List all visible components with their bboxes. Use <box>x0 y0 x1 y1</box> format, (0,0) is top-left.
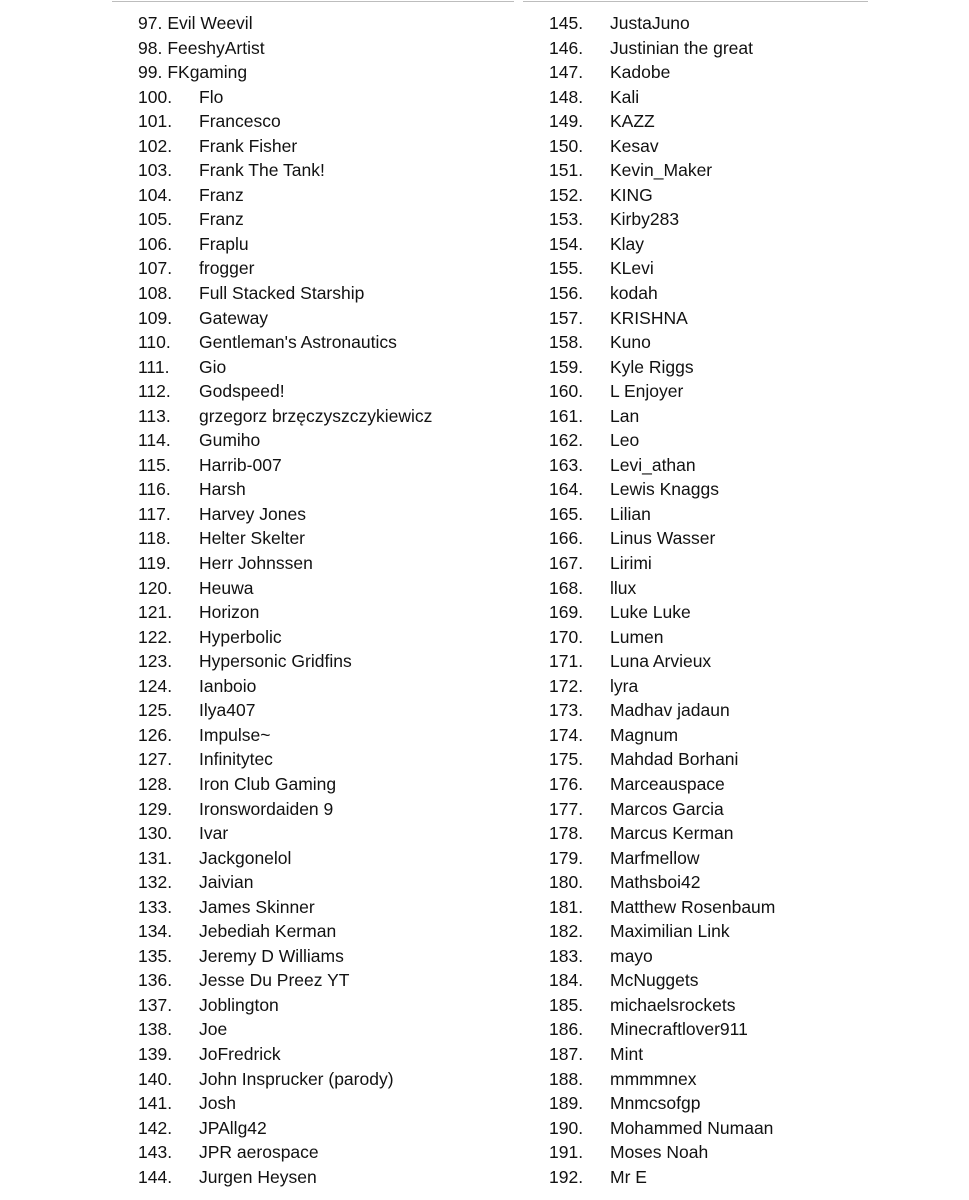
list-item-name: Mnmcsofgp <box>610 1093 701 1114</box>
list-item <box>549 453 869 478</box>
list-item-name: Mint <box>610 1043 644 1064</box>
list-item-number: 178. <box>549 823 584 844</box>
list-item <box>138 502 518 527</box>
list-item-name: Jebediah Kerman <box>199 921 337 942</box>
list-item-number: 120. <box>138 577 173 598</box>
list-item-number: 100. <box>138 86 173 107</box>
list-item <box>138 895 518 920</box>
list-item-number: 181. <box>549 896 584 917</box>
list-item-name: Helter Skelter <box>199 528 306 549</box>
list-item-name: Magnum <box>610 724 679 745</box>
list-item <box>549 85 869 110</box>
list-item-name: michaelsrockets <box>610 994 736 1015</box>
list-item <box>549 232 869 257</box>
list-item-name: Klay <box>610 233 645 254</box>
list-item-number: 183. <box>549 945 584 966</box>
list-item-number: 144. <box>138 1166 173 1187</box>
list-item <box>138 330 518 355</box>
list-item-number: 162. <box>549 430 584 451</box>
list-item <box>138 355 518 380</box>
list-item <box>138 306 518 331</box>
list-item <box>549 379 869 404</box>
list-item <box>549 846 869 871</box>
list-item-name: Marcos Garcia <box>610 798 724 819</box>
list-item-number: 128. <box>138 773 173 794</box>
list-item <box>549 1140 869 1165</box>
list-item-number: 104. <box>138 184 173 205</box>
list-item-number: 121. <box>138 602 173 623</box>
list-item-name: mmmmnex <box>610 1068 697 1089</box>
list-item-name: Gumiho <box>199 430 261 451</box>
list-item-name: Kirby283 <box>610 209 680 230</box>
list-item <box>549 306 869 331</box>
list-item-number: 179. <box>549 847 584 868</box>
list-item-name: Heuwa <box>199 577 254 598</box>
list-item-name: Mohammed Numaan <box>610 1117 774 1138</box>
list-item <box>138 944 518 969</box>
list-item <box>138 477 518 502</box>
list-item <box>549 502 869 527</box>
list-item-name: kodah <box>610 283 658 304</box>
list-item-number: 172. <box>549 675 584 696</box>
list-item-name: Gateway <box>199 307 269 328</box>
list-item-name: Marfmellow <box>610 847 700 868</box>
list-item <box>138 85 518 110</box>
list-item-name: Kesav <box>610 135 659 156</box>
list-item-number: 148. <box>549 86 584 107</box>
list-item-name: Full Stacked Starship <box>199 283 365 304</box>
list-item-name: FKgaming <box>167 62 248 83</box>
list-item-name: Ivar <box>199 823 229 844</box>
list-item <box>138 183 518 208</box>
list-item-name: JPAllg42 <box>199 1117 267 1138</box>
list-item-number: 118. <box>138 528 171 549</box>
list-item-number: 142. <box>138 1117 173 1138</box>
list-item-name: Mr E <box>610 1166 647 1187</box>
list-item-number: 133. <box>138 896 173 917</box>
list-item <box>549 698 869 723</box>
list-item <box>138 698 518 723</box>
name-list-left-column <box>138 11 518 1189</box>
list-item-name: Frank Fisher <box>199 135 298 156</box>
list-item <box>549 723 869 748</box>
list-item <box>549 1165 869 1190</box>
list-item-number: 146. <box>549 37 584 58</box>
list-item-name: Ironswordaiden 9 <box>199 798 334 819</box>
list-item-name: Linus Wasser <box>610 528 716 549</box>
list-item-number: 113. <box>138 405 171 426</box>
list-item <box>549 674 869 699</box>
list-item-name: Leo <box>610 430 640 451</box>
list-item-number: 169. <box>549 602 584 623</box>
list-item-number: 182. <box>549 921 584 942</box>
list-item-name: Godspeed! <box>199 381 285 402</box>
list-item <box>549 649 869 674</box>
list-item <box>549 330 869 355</box>
list-item-number: 134. <box>138 921 173 942</box>
list-item-number: 150. <box>549 135 584 156</box>
list-item <box>138 576 518 601</box>
list-item-name: Fraplu <box>199 233 249 254</box>
list-item-number: 135. <box>138 945 173 966</box>
list-item-number: 157. <box>549 307 584 328</box>
list-item-name: JPR aerospace <box>199 1142 319 1163</box>
list-item <box>138 919 518 944</box>
list-item-name: Harsh <box>199 479 246 500</box>
list-item <box>549 134 869 159</box>
list-item <box>549 428 869 453</box>
list-item <box>138 109 518 134</box>
list-item-name: KRISHNA <box>610 307 688 328</box>
list-item-name: llux <box>610 577 637 598</box>
list-item-name: Kevin_Maker <box>610 160 713 181</box>
list-item-number: 173. <box>549 700 584 721</box>
list-item-number: 170. <box>549 626 584 647</box>
list-item-name: Hyperbolic <box>199 626 282 647</box>
list-item-name: JoFredrick <box>199 1043 281 1064</box>
list-item <box>138 453 518 478</box>
list-item-number: 107. <box>138 258 173 279</box>
list-item-name: Harvey Jones <box>199 503 306 524</box>
list-item-name: Madhav jadaun <box>610 700 730 721</box>
list-item <box>549 1042 869 1067</box>
list-item <box>138 1017 518 1042</box>
list-item <box>138 207 518 232</box>
list-item-name: KLevi <box>610 258 654 279</box>
top-rule-right <box>523 1 868 2</box>
list-item-number: 130. <box>138 823 173 844</box>
list-item-number: 97. <box>138 13 163 33</box>
list-item <box>549 1017 869 1042</box>
list-item-name: Joblington <box>199 994 279 1015</box>
list-item-number: 164. <box>549 479 584 500</box>
list-item <box>138 1091 518 1116</box>
list-item-name: Lewis Knaggs <box>610 479 719 500</box>
list-item-number: 137. <box>138 994 173 1015</box>
list-item-number: 185. <box>549 994 584 1015</box>
list-item-name: Ilya407 <box>199 700 256 721</box>
list-item-number: 187. <box>549 1043 584 1064</box>
list-item <box>138 797 518 822</box>
list-item-name: Moses Noah <box>610 1142 709 1163</box>
list-item-number: 126. <box>138 724 173 745</box>
list-item <box>138 993 518 1018</box>
list-item <box>549 36 869 61</box>
list-item-name: Levi_athan <box>610 454 696 475</box>
list-item-number: 124. <box>138 675 173 696</box>
list-item <box>549 747 869 772</box>
list-item-name: Marceauspace <box>610 773 725 794</box>
list-item <box>549 1091 869 1116</box>
list-item <box>549 183 869 208</box>
list-item <box>138 404 518 429</box>
list-item-name: Gio <box>199 356 227 377</box>
list-item-name: mayo <box>610 945 653 966</box>
list-item <box>549 625 869 650</box>
list-item-name: Luke Luke <box>610 602 691 623</box>
list-item <box>549 256 869 281</box>
list-item <box>138 674 518 699</box>
list-item-number: 116. <box>138 479 171 500</box>
list-item-number: 123. <box>138 651 173 672</box>
list-item-name: Lan <box>610 405 640 426</box>
list-item-number: 98. <box>138 37 163 58</box>
list-item <box>138 232 518 257</box>
list-item <box>549 404 869 429</box>
list-item <box>549 477 869 502</box>
list-item <box>549 919 869 944</box>
list-item <box>549 870 869 895</box>
list-item <box>138 11 518 36</box>
list-item-name: Hypersonic Gridfins <box>199 651 352 672</box>
list-item <box>138 1140 518 1165</box>
list-item-number: 160. <box>549 381 584 402</box>
list-item-number: 158. <box>549 332 584 353</box>
list-item <box>549 1067 869 1092</box>
list-item-number: 140. <box>138 1068 173 1089</box>
list-item-number: 159. <box>549 356 584 377</box>
list-item-name: grzegorz brzęczyszczykiewicz <box>199 405 433 426</box>
list-item <box>138 36 518 61</box>
list-item <box>138 723 518 748</box>
list-item-name: KING <box>610 184 653 205</box>
list-item-number: 161. <box>549 405 584 426</box>
list-item <box>549 968 869 993</box>
list-item-name: Jaivian <box>199 872 254 893</box>
list-item <box>549 207 869 232</box>
list-item-number: 145. <box>549 13 584 33</box>
list-item-name: Iron Club Gaming <box>199 773 337 794</box>
list-item-name: Lumen <box>610 626 664 647</box>
list-item-number: 155. <box>549 258 584 279</box>
list-item-number: 177. <box>549 798 584 819</box>
list-item-name: Maximilian Link <box>610 921 730 942</box>
list-item <box>549 551 869 576</box>
list-item <box>138 551 518 576</box>
list-item-name: Kyle Riggs <box>610 356 694 377</box>
list-item <box>138 134 518 159</box>
list-item-number: 139. <box>138 1043 173 1064</box>
list-item <box>138 1067 518 1092</box>
list-item-number: 174. <box>549 724 584 745</box>
list-item-name: Matthew Rosenbaum <box>610 896 776 917</box>
list-item <box>549 895 869 920</box>
list-item-number: 111. <box>138 356 170 377</box>
list-item-name: Jackgonelol <box>199 847 292 868</box>
list-item <box>138 379 518 404</box>
list-item-number: 117. <box>138 503 171 524</box>
list-item-number: 105. <box>138 209 173 230</box>
list-item <box>549 576 869 601</box>
list-item <box>138 60 518 85</box>
list-item-name: Marcus Kerman <box>610 823 734 844</box>
list-item-number: 156. <box>549 283 584 304</box>
list-item-name: FeeshyArtist <box>167 37 265 58</box>
list-item-number: 106. <box>138 233 173 254</box>
list-item <box>138 1116 518 1141</box>
list-item <box>138 968 518 993</box>
list-item-number: 184. <box>549 970 584 991</box>
list-item-number: 103. <box>138 160 173 181</box>
list-item <box>549 600 869 625</box>
list-item-number: 119. <box>138 553 171 574</box>
list-item <box>138 846 518 871</box>
list-item-number: 188. <box>549 1068 584 1089</box>
list-item-name: Luna Arvieux <box>610 651 712 672</box>
list-item-name: Impulse~ <box>199 724 271 745</box>
list-item-name: Mathsboi42 <box>610 872 701 893</box>
list-item <box>138 649 518 674</box>
list-item <box>549 944 869 969</box>
list-item <box>138 600 518 625</box>
list-item-name: Jurgen Heysen <box>199 1166 317 1187</box>
list-item <box>138 821 518 846</box>
list-item <box>138 1165 518 1190</box>
list-item-number: 136. <box>138 970 173 991</box>
list-item-number: 180. <box>549 872 584 893</box>
list-item <box>549 1116 869 1141</box>
list-item <box>549 772 869 797</box>
list-item-name: JustaJuno <box>610 13 690 33</box>
list-item-name: frogger <box>199 258 255 279</box>
list-item-name: Jeremy D Williams <box>199 945 344 966</box>
list-item-number: 122. <box>138 626 173 647</box>
list-item <box>138 772 518 797</box>
list-item-number: 192. <box>549 1166 584 1187</box>
list-item-number: 190. <box>549 1117 584 1138</box>
list-item <box>549 993 869 1018</box>
list-item <box>549 526 869 551</box>
list-item-number: 99. <box>138 62 163 83</box>
list-item-number: 167. <box>549 553 584 574</box>
list-item-name: Justinian the great <box>610 37 754 58</box>
list-item-number: 132. <box>138 872 173 893</box>
list-item-number: 153. <box>549 209 584 230</box>
list-item-name: Horizon <box>199 602 260 623</box>
list-item <box>138 526 518 551</box>
list-item-name: Harrib-007 <box>199 454 282 475</box>
list-item <box>138 747 518 772</box>
list-item-name: Mahdad Borhani <box>610 749 739 770</box>
list-item-number: 175. <box>549 749 584 770</box>
list-item-name: Joe <box>199 1019 228 1040</box>
list-item-name: Flo <box>199 86 224 107</box>
top-rule-left <box>112 1 514 2</box>
list-item-number: 168. <box>549 577 584 598</box>
list-item <box>138 625 518 650</box>
list-item-name: Frank The Tank! <box>199 160 325 181</box>
name-list-right-column <box>549 11 869 1189</box>
list-item <box>549 821 869 846</box>
list-item-number: 114. <box>138 430 171 451</box>
list-item-name: Kali <box>610 86 640 107</box>
list-item-number: 125. <box>138 700 173 721</box>
list-item <box>549 109 869 134</box>
list-item-number: 166. <box>549 528 584 549</box>
list-item-name: John Inspruсker (parody) <box>199 1068 394 1089</box>
list-item-name: Lirimi <box>610 553 652 574</box>
list-item-name: L Enjoyer <box>610 381 684 402</box>
list-item-number: 151. <box>549 160 584 181</box>
list-item-name: Franz <box>199 209 244 230</box>
list-item-number: 138. <box>138 1019 173 1040</box>
list-item <box>138 428 518 453</box>
list-item-number: 108. <box>138 283 173 304</box>
list-item-number: 147. <box>549 62 584 83</box>
list-item-name: lyra <box>610 675 639 696</box>
list-item-number: 143. <box>138 1142 173 1163</box>
list-item <box>138 256 518 281</box>
list-item-number: 112. <box>138 381 171 402</box>
list-item-number: 109. <box>138 307 173 328</box>
list-item <box>138 158 518 183</box>
list-item-number: 152. <box>549 184 584 205</box>
list-item <box>549 60 869 85</box>
list-item-number: 127. <box>138 749 173 770</box>
list-item-number: 129. <box>138 798 173 819</box>
list-item-name: Jesse Du Preez YT <box>199 970 350 991</box>
list-item-number: 171. <box>549 651 584 672</box>
list-item-name: Ianboio <box>199 675 257 696</box>
list-item-name: Minecraftlover911 <box>610 1019 748 1040</box>
list-item-number: 110. <box>138 332 171 353</box>
list-item <box>549 158 869 183</box>
list-item-name: Francesco <box>199 111 281 132</box>
list-item-name: Franz <box>199 184 244 205</box>
list-item <box>549 281 869 306</box>
list-item <box>549 355 869 380</box>
list-item-name: Kuno <box>610 332 651 353</box>
list-item <box>138 870 518 895</box>
list-item <box>138 281 518 306</box>
list-item-number: 115. <box>138 454 171 475</box>
list-item-name: Infinitytec <box>199 749 273 770</box>
list-item-name: Evil Weevil <box>167 13 253 33</box>
list-item-number: 165. <box>549 503 584 524</box>
list-item-name: James Skinner <box>199 896 315 917</box>
list-item-number: 154. <box>549 233 584 254</box>
list-item-number: 102. <box>138 135 173 156</box>
list-item-name: Herr Johnssen <box>199 553 313 574</box>
list-item-number: 189. <box>549 1093 584 1114</box>
list-item-name: Josh <box>199 1093 236 1114</box>
list-item <box>138 1042 518 1067</box>
list-item <box>549 11 869 36</box>
list-item-name: Kadobe <box>610 62 671 83</box>
list-item-name: Lilian <box>610 503 651 524</box>
list-item-number: 191. <box>549 1142 584 1163</box>
list-item <box>549 797 869 822</box>
list-item-number: 163. <box>549 454 584 475</box>
list-item-name: McNuggets <box>610 970 699 991</box>
list-item-number: 131. <box>138 847 173 868</box>
list-item-number: 186. <box>549 1019 584 1040</box>
list-item-number: 141. <box>138 1093 173 1114</box>
list-item-name: KAZZ <box>610 111 655 132</box>
list-item-name: Gentleman's Astronautics <box>199 332 397 353</box>
list-item-number: 176. <box>549 773 584 794</box>
list-item-number: 101. <box>138 111 173 132</box>
list-item-number: 149. <box>549 111 584 132</box>
